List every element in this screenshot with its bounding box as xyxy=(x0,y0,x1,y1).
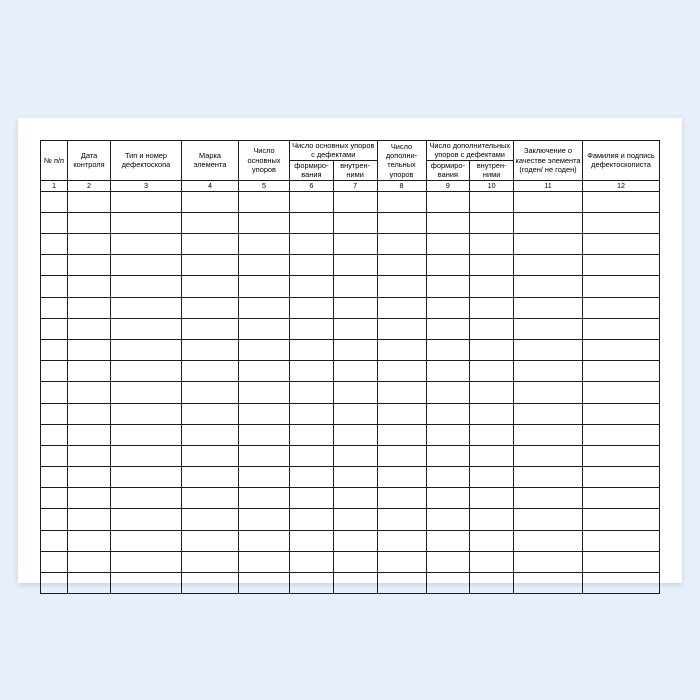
column-number: 12 xyxy=(583,180,660,191)
journal-table-container xyxy=(40,140,660,594)
table-cell[interactable] xyxy=(41,530,68,551)
table-row[interactable] xyxy=(41,488,660,509)
table-cell[interactable] xyxy=(377,382,426,403)
table-row[interactable] xyxy=(41,212,660,233)
table-cell[interactable] xyxy=(182,276,239,297)
table-cell[interactable] xyxy=(333,573,377,594)
column-number: 3 xyxy=(111,180,182,191)
table-cell[interactable] xyxy=(470,445,514,466)
table-row[interactable] xyxy=(41,509,660,530)
table-cell[interactable] xyxy=(111,445,182,466)
table-cell[interactable] xyxy=(377,191,426,212)
table-cell[interactable] xyxy=(470,276,514,297)
table-cell[interactable] xyxy=(426,530,470,551)
table-cell[interactable] xyxy=(333,297,377,318)
table-row[interactable] xyxy=(41,573,660,594)
table-cell[interactable] xyxy=(333,509,377,530)
table-cell[interactable] xyxy=(41,509,68,530)
table-cell[interactable] xyxy=(239,318,290,339)
table-cell[interactable] xyxy=(470,255,514,276)
table-cell[interactable] xyxy=(514,297,583,318)
table-cell[interactable] xyxy=(41,191,68,212)
table-cell[interactable] xyxy=(290,297,334,318)
table-cell[interactable] xyxy=(583,276,660,297)
table-cell[interactable] xyxy=(111,573,182,594)
table-cell[interactable] xyxy=(111,318,182,339)
table-cell[interactable] xyxy=(426,255,470,276)
journal-table xyxy=(40,140,660,594)
table-cell[interactable] xyxy=(583,191,660,212)
column-number: 9 xyxy=(426,180,470,191)
column-number: 4 xyxy=(182,180,239,191)
table-cell[interactable] xyxy=(290,488,334,509)
table-cell[interactable] xyxy=(333,403,377,424)
table-cell[interactable] xyxy=(514,276,583,297)
table-cell[interactable] xyxy=(182,488,239,509)
table-cell[interactable] xyxy=(514,382,583,403)
table-cell[interactable] xyxy=(514,212,583,233)
table-cell[interactable] xyxy=(239,467,290,488)
table-cell[interactable] xyxy=(239,403,290,424)
table-cell[interactable] xyxy=(377,424,426,445)
table-cell[interactable] xyxy=(182,467,239,488)
table-cell[interactable] xyxy=(111,424,182,445)
table-cell[interactable] xyxy=(470,212,514,233)
table-cell[interactable] xyxy=(182,318,239,339)
table-cell[interactable] xyxy=(333,530,377,551)
table-cell[interactable] xyxy=(111,191,182,212)
table-cell[interactable] xyxy=(583,445,660,466)
table-cell[interactable] xyxy=(68,191,111,212)
table-cell[interactable] xyxy=(290,403,334,424)
table-cell[interactable] xyxy=(470,509,514,530)
table-cell[interactable] xyxy=(377,212,426,233)
table-cell[interactable] xyxy=(290,234,334,255)
table-cell[interactable] xyxy=(470,234,514,255)
table-row[interactable] xyxy=(41,339,660,360)
table-cell[interactable] xyxy=(111,234,182,255)
column-number: 11 xyxy=(514,180,583,191)
header-cell-conclusion: Заключение о качестве элемента (годен/ не годен) xyxy=(514,141,583,181)
table-cell[interactable] xyxy=(239,234,290,255)
table-cell[interactable] xyxy=(470,361,514,382)
table-cell[interactable] xyxy=(41,234,68,255)
table-row[interactable] xyxy=(41,382,660,403)
table-row[interactable] xyxy=(41,424,660,445)
table-cell[interactable] xyxy=(470,382,514,403)
table-cell[interactable] xyxy=(239,424,290,445)
table-cell[interactable] xyxy=(41,551,68,572)
table-row[interactable] xyxy=(41,467,660,488)
table-cell[interactable] xyxy=(182,445,239,466)
table-cell[interactable] xyxy=(514,488,583,509)
table-cell[interactable] xyxy=(41,361,68,382)
table-cell[interactable] xyxy=(68,276,111,297)
table-cell[interactable] xyxy=(68,382,111,403)
table-cell[interactable] xyxy=(182,191,239,212)
table-cell[interactable] xyxy=(182,551,239,572)
table-cell[interactable] xyxy=(182,339,239,360)
table-cell[interactable] xyxy=(583,530,660,551)
table-cell[interactable] xyxy=(333,339,377,360)
table-cell[interactable] xyxy=(290,424,334,445)
table-cell[interactable] xyxy=(239,573,290,594)
table-cell[interactable] xyxy=(68,403,111,424)
table-cell[interactable] xyxy=(239,255,290,276)
table-cell[interactable] xyxy=(111,488,182,509)
table-cell[interactable] xyxy=(333,551,377,572)
table-cell[interactable] xyxy=(182,297,239,318)
table-cell[interactable] xyxy=(111,382,182,403)
table-cell[interactable] xyxy=(333,488,377,509)
table-cell[interactable] xyxy=(583,339,660,360)
table-cell[interactable] xyxy=(182,530,239,551)
header-row-primary xyxy=(41,141,660,161)
table-cell[interactable] xyxy=(514,339,583,360)
table-cell[interactable] xyxy=(583,361,660,382)
table-cell[interactable] xyxy=(514,318,583,339)
table-cell[interactable] xyxy=(41,318,68,339)
table-cell[interactable] xyxy=(182,573,239,594)
table-cell[interactable] xyxy=(583,255,660,276)
table-row[interactable] xyxy=(41,445,660,466)
table-cell[interactable] xyxy=(426,212,470,233)
header-cell-additional-stops-defects: Число дополнительных упоров с дефектами xyxy=(426,141,514,161)
table-cell[interactable] xyxy=(514,424,583,445)
table-cell[interactable] xyxy=(68,212,111,233)
table-cell[interactable] xyxy=(426,361,470,382)
table-cell[interactable] xyxy=(239,191,290,212)
table-cell[interactable] xyxy=(41,488,68,509)
document-page xyxy=(18,118,682,583)
table-cell[interactable] xyxy=(68,467,111,488)
table-cell[interactable] xyxy=(68,573,111,594)
subheader-additional-internal: внутрен-ними xyxy=(470,160,514,180)
table-cell[interactable] xyxy=(239,509,290,530)
table-row[interactable] xyxy=(41,361,660,382)
table-cell[interactable] xyxy=(111,551,182,572)
table-cell[interactable] xyxy=(111,276,182,297)
table-cell[interactable] xyxy=(470,339,514,360)
table-cell[interactable] xyxy=(239,382,290,403)
table-cell[interactable] xyxy=(514,445,583,466)
table-cell[interactable] xyxy=(68,234,111,255)
table-cell[interactable] xyxy=(514,573,583,594)
table-cell[interactable] xyxy=(239,551,290,572)
table-cell[interactable] xyxy=(377,297,426,318)
header-cell-element-mark: Марка элемента xyxy=(182,141,239,181)
table-cell[interactable] xyxy=(239,297,290,318)
table-cell[interactable] xyxy=(111,509,182,530)
table-cell[interactable] xyxy=(239,276,290,297)
column-number: 10 xyxy=(470,180,514,191)
table-cell[interactable] xyxy=(290,318,334,339)
table-cell[interactable] xyxy=(333,191,377,212)
table-cell[interactable] xyxy=(333,361,377,382)
table-cell[interactable] xyxy=(68,297,111,318)
table-body xyxy=(41,191,660,594)
table-cell[interactable] xyxy=(239,445,290,466)
table-cell[interactable] xyxy=(290,339,334,360)
table-cell[interactable] xyxy=(333,382,377,403)
header-cell-additional-stops-count: Число дополни-тельных упоров xyxy=(377,141,426,181)
column-number-row xyxy=(41,180,660,191)
header-cell-date: Дата контроля xyxy=(68,141,111,181)
table-cell[interactable] xyxy=(290,212,334,233)
table-cell[interactable] xyxy=(290,530,334,551)
table-cell[interactable] xyxy=(68,424,111,445)
table-cell[interactable] xyxy=(41,403,68,424)
table-cell[interactable] xyxy=(239,361,290,382)
table-cell[interactable] xyxy=(182,234,239,255)
table-cell[interactable] xyxy=(377,488,426,509)
table-row[interactable] xyxy=(41,276,660,297)
table-cell[interactable] xyxy=(426,339,470,360)
table-cell[interactable] xyxy=(111,361,182,382)
table-cell[interactable] xyxy=(41,297,68,318)
table-cell[interactable] xyxy=(68,318,111,339)
table-cell[interactable] xyxy=(426,551,470,572)
table-cell[interactable] xyxy=(426,191,470,212)
table-cell[interactable] xyxy=(290,551,334,572)
table-cell[interactable] xyxy=(111,255,182,276)
table-cell[interactable] xyxy=(470,573,514,594)
table-cell[interactable] xyxy=(239,530,290,551)
table-cell[interactable] xyxy=(583,573,660,594)
table-cell[interactable] xyxy=(333,467,377,488)
table-cell[interactable] xyxy=(470,403,514,424)
table-cell[interactable] xyxy=(182,382,239,403)
table-cell[interactable] xyxy=(514,467,583,488)
table-cell[interactable] xyxy=(239,488,290,509)
table-cell[interactable] xyxy=(583,488,660,509)
table-row[interactable] xyxy=(41,403,660,424)
table-cell[interactable] xyxy=(377,276,426,297)
table-cell[interactable] xyxy=(290,445,334,466)
table-cell[interactable] xyxy=(377,467,426,488)
table-cell[interactable] xyxy=(514,234,583,255)
header-cell-main-stops-count: Число основных упоров xyxy=(239,141,290,181)
table-cell[interactable] xyxy=(583,318,660,339)
column-number: 5 xyxy=(239,180,290,191)
table-cell[interactable] xyxy=(514,551,583,572)
table-header xyxy=(41,141,660,192)
table-cell[interactable] xyxy=(583,509,660,530)
table-cell[interactable] xyxy=(583,382,660,403)
table-cell[interactable] xyxy=(470,297,514,318)
table-cell[interactable] xyxy=(290,361,334,382)
table-cell[interactable] xyxy=(426,509,470,530)
table-cell[interactable] xyxy=(583,467,660,488)
table-cell[interactable] xyxy=(68,488,111,509)
table-cell[interactable] xyxy=(41,445,68,466)
table-cell[interactable] xyxy=(333,424,377,445)
table-row[interactable] xyxy=(41,551,660,572)
table-row[interactable] xyxy=(41,297,660,318)
table-cell[interactable] xyxy=(470,530,514,551)
column-number: 1 xyxy=(41,180,68,191)
header-cell-inspector: Фамилия и подпись дефектоскописта xyxy=(583,141,660,181)
table-cell[interactable] xyxy=(182,424,239,445)
table-cell[interactable] xyxy=(377,255,426,276)
table-cell[interactable] xyxy=(41,212,68,233)
table-cell[interactable] xyxy=(470,551,514,572)
table-cell[interactable] xyxy=(111,297,182,318)
table-cell[interactable] xyxy=(426,445,470,466)
table-cell[interactable] xyxy=(426,382,470,403)
table-cell[interactable] xyxy=(68,255,111,276)
table-cell[interactable] xyxy=(426,234,470,255)
table-cell[interactable] xyxy=(470,488,514,509)
table-cell[interactable] xyxy=(182,255,239,276)
table-cell[interactable] xyxy=(182,403,239,424)
table-cell[interactable] xyxy=(377,234,426,255)
table-cell[interactable] xyxy=(333,276,377,297)
table-cell[interactable] xyxy=(377,403,426,424)
table-cell[interactable] xyxy=(333,255,377,276)
table-cell[interactable] xyxy=(583,551,660,572)
table-cell[interactable] xyxy=(470,424,514,445)
table-cell[interactable] xyxy=(514,403,583,424)
table-cell[interactable] xyxy=(470,191,514,212)
table-cell[interactable] xyxy=(111,339,182,360)
table-cell[interactable] xyxy=(41,255,68,276)
table-cell[interactable] xyxy=(377,318,426,339)
column-number: 2 xyxy=(68,180,111,191)
table-cell[interactable] xyxy=(333,234,377,255)
table-cell[interactable] xyxy=(290,509,334,530)
table-row[interactable] xyxy=(41,191,660,212)
header-cell-main-stops-defects: Число основных упоров с дефектами xyxy=(290,141,378,161)
header-cell-number: № п/п xyxy=(41,141,68,181)
subheader-additional-forming: формиро-вания xyxy=(426,160,470,180)
table-cell[interactable] xyxy=(68,551,111,572)
subheader-main-internal: внутрен-ними xyxy=(333,160,377,180)
header-cell-device: Тип и номер дефектоскопа xyxy=(111,141,182,181)
table-cell[interactable] xyxy=(41,424,68,445)
table-cell[interactable] xyxy=(514,509,583,530)
table-cell[interactable] xyxy=(514,255,583,276)
table-cell[interactable] xyxy=(426,276,470,297)
table-cell[interactable] xyxy=(377,551,426,572)
table-cell[interactable] xyxy=(333,212,377,233)
table-cell[interactable] xyxy=(111,467,182,488)
table-cell[interactable] xyxy=(68,361,111,382)
table-cell[interactable] xyxy=(68,445,111,466)
table-cell[interactable] xyxy=(470,467,514,488)
table-cell[interactable] xyxy=(239,339,290,360)
table-cell[interactable] xyxy=(333,445,377,466)
column-number: 7 xyxy=(333,180,377,191)
table-cell[interactable] xyxy=(377,573,426,594)
table-cell[interactable] xyxy=(182,509,239,530)
table-cell[interactable] xyxy=(470,318,514,339)
table-cell[interactable] xyxy=(239,212,290,233)
table-cell[interactable] xyxy=(68,530,111,551)
table-cell[interactable] xyxy=(41,382,68,403)
column-number: 6 xyxy=(290,180,334,191)
table-cell[interactable] xyxy=(377,361,426,382)
table-cell[interactable] xyxy=(377,339,426,360)
table-cell[interactable] xyxy=(377,509,426,530)
table-cell[interactable] xyxy=(111,403,182,424)
table-cell[interactable] xyxy=(290,191,334,212)
subheader-main-forming: формиро-вания xyxy=(290,160,334,180)
table-cell[interactable] xyxy=(426,488,470,509)
table-row[interactable] xyxy=(41,255,660,276)
table-cell[interactable] xyxy=(426,424,470,445)
table-cell[interactable] xyxy=(290,382,334,403)
table-cell[interactable] xyxy=(182,212,239,233)
table-cell[interactable] xyxy=(41,573,68,594)
table-cell[interactable] xyxy=(68,339,111,360)
table-cell[interactable] xyxy=(290,573,334,594)
table-cell[interactable] xyxy=(514,530,583,551)
table-cell[interactable] xyxy=(41,339,68,360)
table-cell[interactable] xyxy=(111,530,182,551)
table-row[interactable] xyxy=(41,234,660,255)
table-cell[interactable] xyxy=(426,467,470,488)
table-row[interactable] xyxy=(41,530,660,551)
table-cell[interactable] xyxy=(333,318,377,339)
table-cell[interactable] xyxy=(182,361,239,382)
table-cell[interactable] xyxy=(426,318,470,339)
table-cell[interactable] xyxy=(377,445,426,466)
table-cell[interactable] xyxy=(583,234,660,255)
table-cell[interactable] xyxy=(583,403,660,424)
table-cell[interactable] xyxy=(111,212,182,233)
table-cell[interactable] xyxy=(290,276,334,297)
table-row[interactable] xyxy=(41,318,660,339)
table-cell[interactable] xyxy=(426,573,470,594)
table-cell[interactable] xyxy=(583,212,660,233)
table-cell[interactable] xyxy=(41,467,68,488)
table-cell[interactable] xyxy=(583,297,660,318)
table-cell[interactable] xyxy=(426,297,470,318)
table-cell[interactable] xyxy=(514,191,583,212)
table-cell[interactable] xyxy=(426,403,470,424)
column-number: 8 xyxy=(377,180,426,191)
table-cell[interactable] xyxy=(290,467,334,488)
table-cell[interactable] xyxy=(68,509,111,530)
table-cell[interactable] xyxy=(290,255,334,276)
table-cell[interactable] xyxy=(514,361,583,382)
table-cell[interactable] xyxy=(583,424,660,445)
table-cell[interactable] xyxy=(41,276,68,297)
table-cell[interactable] xyxy=(377,530,426,551)
